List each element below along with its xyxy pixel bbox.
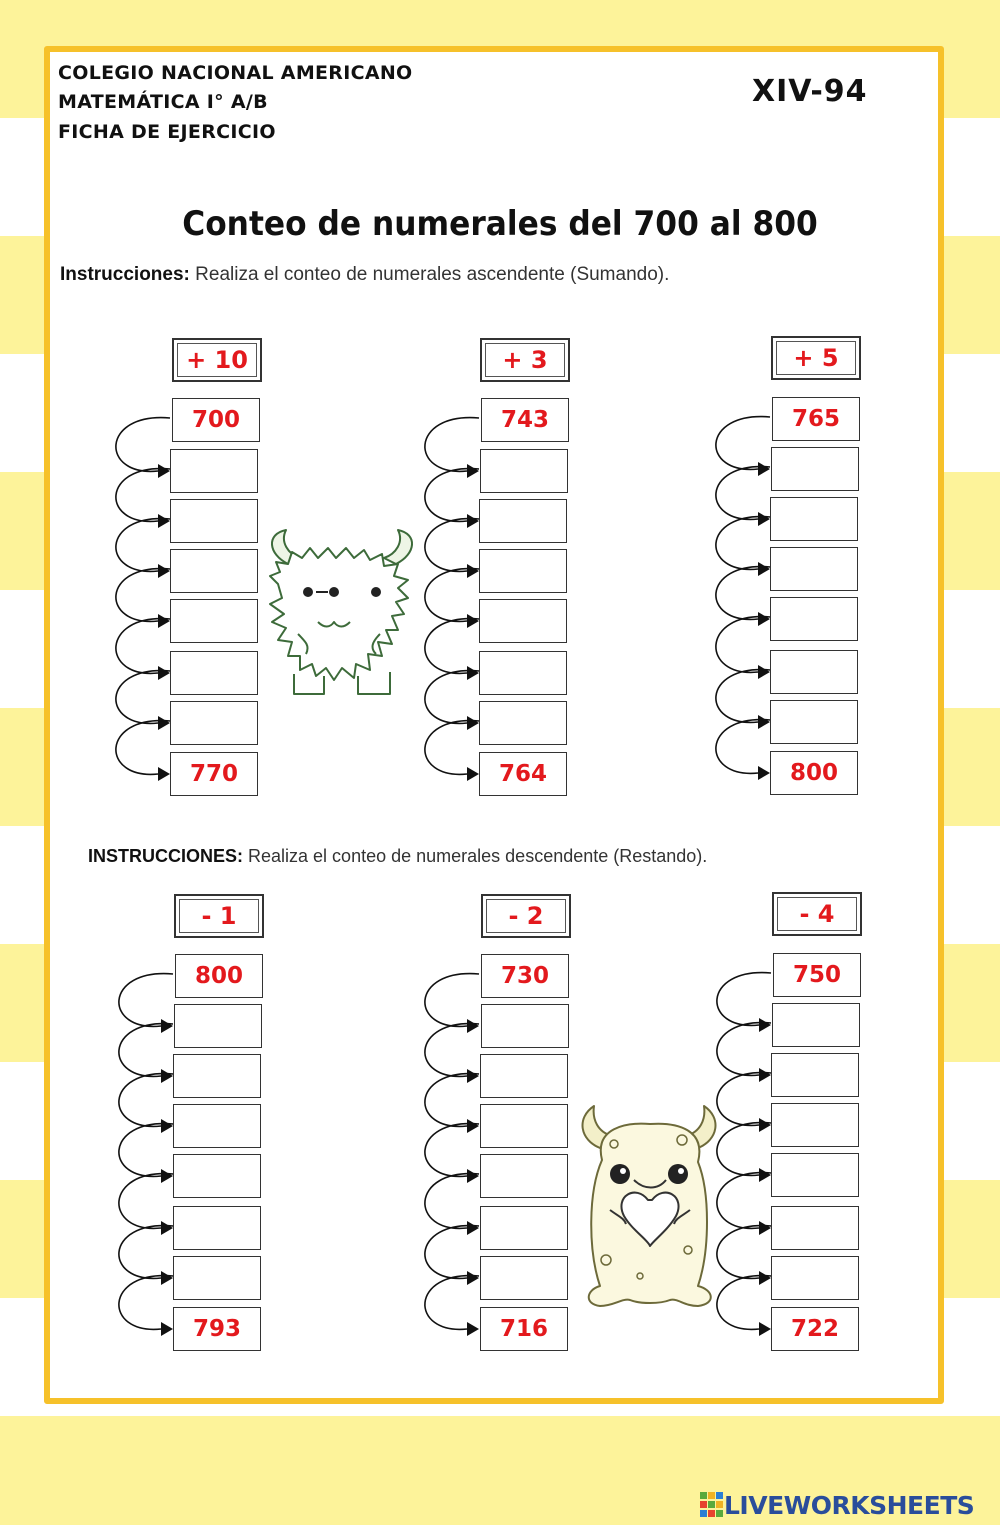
arrow-head bbox=[758, 715, 770, 729]
arrow-head bbox=[758, 665, 770, 679]
start-number: 750 bbox=[773, 953, 861, 997]
arrow-head bbox=[758, 766, 770, 780]
liveworksheets-logo bbox=[700, 1490, 974, 1520]
counting-arrow bbox=[716, 567, 770, 620]
start-number: 730 bbox=[481, 954, 569, 998]
counting-arrow bbox=[119, 1074, 173, 1127]
arrow-head bbox=[759, 1322, 771, 1336]
instructions-label: Instrucciones: bbox=[60, 264, 190, 285]
worksheet-code: XIV-94 bbox=[752, 74, 868, 109]
arrow-head bbox=[759, 1068, 771, 1082]
counting-arrow bbox=[119, 974, 173, 1027]
operation-box: + 5 bbox=[771, 336, 861, 380]
arrow-head bbox=[759, 1168, 771, 1182]
counting-arrow bbox=[425, 1024, 479, 1077]
end-number: 770 bbox=[170, 752, 258, 796]
counting-arrow bbox=[119, 1124, 173, 1177]
start-number: 700 bbox=[172, 398, 260, 442]
arrow-head bbox=[467, 514, 479, 528]
counting-arrow bbox=[717, 1173, 771, 1229]
counting-arrow bbox=[119, 1276, 173, 1330]
arrow-head bbox=[161, 1271, 173, 1285]
counting-arrow bbox=[425, 1074, 479, 1127]
operation-box: - 2 bbox=[481, 894, 571, 938]
arrow-head bbox=[467, 767, 479, 781]
counting-arrow bbox=[116, 721, 170, 775]
start-number: 800 bbox=[175, 954, 263, 998]
arrow-head bbox=[467, 1169, 479, 1183]
counting-arrow bbox=[425, 974, 479, 1027]
counting-arrow bbox=[116, 569, 170, 622]
counting-arrow bbox=[425, 619, 479, 674]
counting-arrow bbox=[717, 1226, 771, 1279]
counting-arrow bbox=[425, 1174, 479, 1229]
counting-arrow bbox=[717, 1073, 771, 1126]
end-number: 722 bbox=[771, 1307, 859, 1351]
school-name: COLEGIO NACIONAL AMERICANO bbox=[58, 62, 413, 84]
counting-arrow bbox=[119, 1024, 173, 1077]
arrow-head bbox=[161, 1019, 173, 1033]
counting-arrow bbox=[425, 519, 479, 572]
arrow-head bbox=[759, 1221, 771, 1235]
counting-arrow bbox=[716, 467, 770, 520]
instructions-text: Realiza el conteo de numerales ascendente (Sumando). bbox=[189, 264, 670, 285]
arrow-head bbox=[758, 562, 770, 576]
arrow-head bbox=[158, 716, 170, 730]
operation-box: - 4 bbox=[772, 892, 862, 936]
brand-name: LIVEWORKSHEETS bbox=[724, 1490, 975, 1520]
counting-arrow bbox=[716, 670, 770, 723]
instructions-text: Realiza el conteo de numerales descendente (Restando). bbox=[243, 846, 708, 866]
operation-box: + 3 bbox=[480, 338, 570, 382]
counting-arrow bbox=[425, 469, 479, 522]
counting-arrow bbox=[119, 1226, 173, 1279]
arrow-head bbox=[467, 1271, 479, 1285]
sheet-type: FICHA DE EJERCICIO bbox=[58, 121, 276, 143]
arrow-head bbox=[467, 464, 479, 478]
start-number: 765 bbox=[772, 397, 860, 441]
arrow-head bbox=[467, 1322, 479, 1336]
counting-arrow bbox=[716, 417, 770, 470]
operation-box: + 10 bbox=[172, 338, 262, 382]
counting-arrow bbox=[716, 720, 770, 774]
counting-arrow bbox=[425, 418, 479, 472]
counting-arrow bbox=[116, 469, 170, 522]
end-number: 793 bbox=[173, 1307, 261, 1351]
counting-arrow bbox=[717, 1023, 771, 1076]
counting-arrow bbox=[425, 569, 479, 622]
start-number: 743 bbox=[481, 398, 569, 442]
arrow-head bbox=[467, 1119, 479, 1133]
counting-arrow bbox=[425, 671, 479, 724]
end-number: 716 bbox=[480, 1307, 568, 1351]
counting-arrow bbox=[717, 973, 771, 1026]
arrow-head bbox=[467, 614, 479, 628]
arrow-head bbox=[158, 767, 170, 781]
arrow-head bbox=[161, 1069, 173, 1083]
arrow-head bbox=[759, 1271, 771, 1285]
counting-arrow bbox=[119, 1174, 173, 1229]
counting-arrow bbox=[425, 1226, 479, 1279]
counting-arrow bbox=[716, 617, 770, 673]
page-title: Conteo de numerales del 700 al 800 bbox=[182, 204, 818, 244]
arrow-head bbox=[759, 1118, 771, 1132]
arrow-head bbox=[158, 564, 170, 578]
liveworksheets-logo-icon bbox=[700, 1492, 724, 1518]
counting-arrow bbox=[425, 1124, 479, 1177]
instructions-label: INSTRUCCIONES: bbox=[88, 846, 244, 866]
arrow-head bbox=[467, 666, 479, 680]
heart-monster-illustration bbox=[574, 1100, 724, 1314]
counting-arrow bbox=[116, 619, 170, 674]
counting-arrow bbox=[116, 671, 170, 724]
arrow-head bbox=[158, 464, 170, 478]
arrow-head bbox=[758, 462, 770, 476]
counting-arrow bbox=[717, 1123, 771, 1176]
arrow-head bbox=[467, 1069, 479, 1083]
furry-monster-illustration bbox=[258, 524, 428, 704]
arrow-head bbox=[161, 1322, 173, 1336]
end-number: 764 bbox=[479, 752, 567, 796]
arrow-head bbox=[161, 1221, 173, 1235]
counting-arrow bbox=[425, 721, 479, 775]
arrow-head bbox=[467, 1019, 479, 1033]
arrow-head bbox=[158, 514, 170, 528]
counting-arrow bbox=[425, 1276, 479, 1330]
counting-arrow bbox=[716, 517, 770, 570]
arrow-head bbox=[467, 1221, 479, 1235]
arrow-head bbox=[467, 716, 479, 730]
operation-box: - 1 bbox=[174, 894, 264, 938]
end-number: 800 bbox=[770, 751, 858, 795]
arrow-head bbox=[758, 612, 770, 626]
arrow-head bbox=[158, 666, 170, 680]
arrow-head bbox=[467, 564, 479, 578]
arrow-head bbox=[158, 614, 170, 628]
subject-line: MATEMÁTICA I° A/B bbox=[58, 91, 268, 113]
counting-arrow bbox=[717, 1276, 771, 1330]
arrow-head bbox=[161, 1169, 173, 1183]
arrow-head bbox=[161, 1119, 173, 1133]
arrow-head bbox=[759, 1018, 771, 1032]
counting-arrow bbox=[116, 519, 170, 572]
counting-arrow bbox=[116, 418, 170, 472]
arrow-head bbox=[758, 512, 770, 526]
